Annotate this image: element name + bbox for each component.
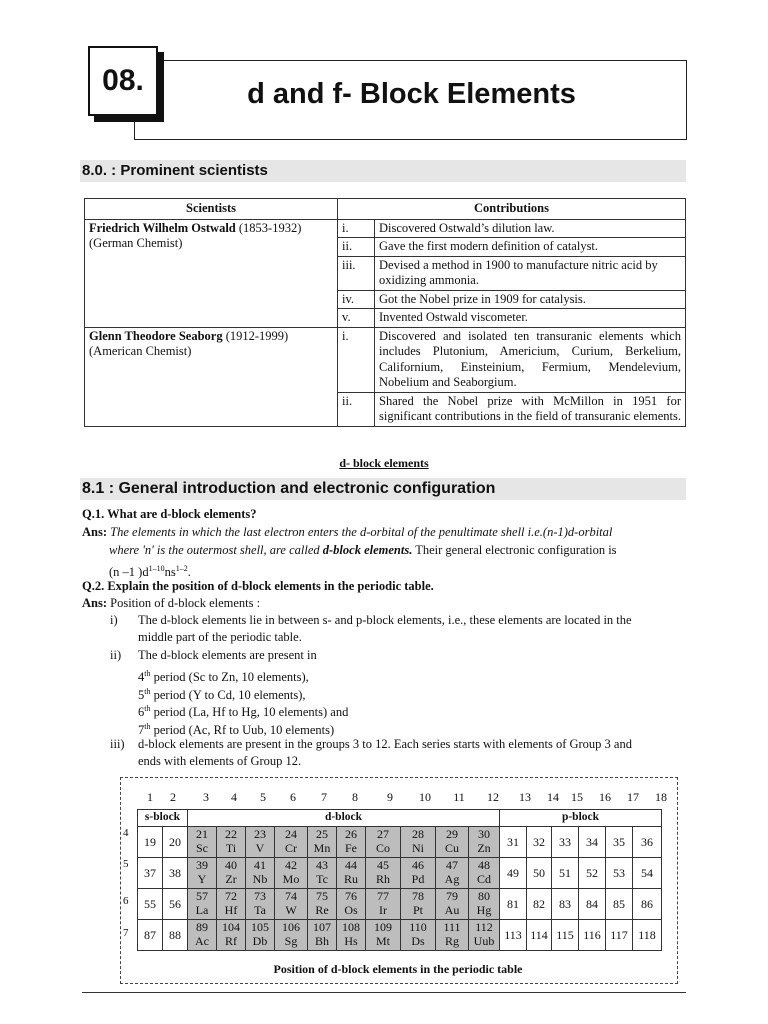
- d-element-cell: [308, 827, 337, 858]
- element-cell: 50: [527, 858, 552, 889]
- contribution-text: Discovered and isolated ten transuranic elements which includes Plutonium, Americium, Curium, Berkelium, Californium, Einsteinium, Fermium, Mendelevium, Nobelium and Seaborgium.: [375, 327, 686, 392]
- atomic-number: 42: [285, 858, 297, 872]
- element-symbol: Mn: [313, 841, 331, 855]
- element-symbol: Fe: [345, 841, 357, 855]
- atomic-number: 40: [225, 858, 237, 872]
- atomic-number: 25: [316, 827, 328, 841]
- element-symbol: Bh: [314, 934, 329, 948]
- atomic-number: 80: [478, 889, 490, 903]
- list-item-i-line-2: middle part of the periodic table.: [138, 630, 302, 644]
- period-line: 5th period (Y to Cd, 10 elements),: [138, 687, 306, 703]
- period-line: 7th period (Ac, Rf to Uub, 10 elements): [138, 722, 335, 738]
- element-symbol: Zr: [225, 872, 237, 886]
- element-cell: 84: [579, 889, 606, 920]
- group-number: 8: [352, 790, 358, 804]
- answer-2-intro: Ans: Position of d-block elements :: [82, 596, 261, 610]
- page-bottom-rule: [82, 992, 686, 993]
- periodic-table: [137, 809, 662, 951]
- d-element-cell: [246, 889, 275, 920]
- atomic-number: 106: [282, 920, 300, 934]
- element-cell: 33: [552, 827, 579, 858]
- element-cell: 31: [500, 827, 527, 858]
- element-cell: 37: [138, 858, 163, 889]
- d-element-cell: [469, 889, 500, 920]
- group-number: 10: [419, 790, 431, 804]
- periodic-table-caption: Position of d-block elements in the periodic table: [273, 962, 523, 976]
- group-number: 5: [260, 790, 266, 804]
- d-element-cell: [246, 858, 275, 889]
- element-cell: 81: [500, 889, 527, 920]
- period-label: 6: [123, 895, 129, 907]
- element-symbol: Os: [344, 903, 358, 917]
- d-element-cell: [436, 920, 469, 951]
- element-cell: 83: [552, 889, 579, 920]
- element-symbol: Ta: [254, 903, 266, 917]
- scientist-years: (1853-1932): [235, 220, 302, 235]
- scientist-name: Friedrich Wilhelm Ostwald: [89, 220, 236, 235]
- element-symbol: Ds: [411, 934, 425, 948]
- element-symbol: Rf: [225, 934, 237, 948]
- element-symbol: Pd: [411, 872, 425, 886]
- atomic-number: 107: [313, 920, 331, 934]
- element-cell: 52: [579, 858, 606, 889]
- element-symbol: Sg: [284, 934, 298, 948]
- d-element-cell: [366, 889, 401, 920]
- element-symbol: Pt: [412, 903, 423, 917]
- item-number: ii.: [338, 238, 375, 257]
- atomic-number: 78: [412, 889, 424, 903]
- p-block-label: p-block: [500, 810, 662, 827]
- scientist-name: Glenn Theodore Seaborg: [89, 328, 223, 343]
- group-number: 2: [170, 790, 176, 804]
- item-number: ii.: [338, 392, 375, 426]
- atomic-number: 23: [254, 827, 266, 841]
- question-1: Q.1. What are d-block elements?: [82, 507, 257, 521]
- period-label: 5: [123, 858, 129, 870]
- group-number: 11: [453, 790, 465, 804]
- d-element-cell: [469, 920, 500, 951]
- d-element-cell: [401, 858, 436, 889]
- atomic-number: 22: [225, 827, 237, 841]
- atomic-number: 105: [251, 920, 269, 934]
- d-element-cell: [188, 920, 217, 951]
- element-symbol: Hf: [224, 903, 238, 917]
- scientist-desc: (German Chemist): [89, 236, 183, 250]
- d-element-cell: [337, 920, 366, 951]
- atomic-number: 74: [285, 889, 297, 903]
- d-block-label: d-block: [188, 810, 500, 827]
- element-symbol: Co: [375, 841, 390, 855]
- d-element-cell: [217, 827, 246, 858]
- d-element-cell: [188, 858, 217, 889]
- atomic-number: 46: [412, 858, 424, 872]
- group-number: 7: [321, 790, 327, 804]
- group-number: 12: [487, 790, 499, 804]
- group-number: 18: [655, 790, 667, 804]
- item-number: iv.: [338, 290, 375, 309]
- group-number: 6: [290, 790, 296, 804]
- d-element-cell: [436, 889, 469, 920]
- d-element-cell: [188, 889, 217, 920]
- element-cell: 36: [633, 827, 662, 858]
- element-cell: 34: [579, 827, 606, 858]
- contribution-text: Devised a method in 1900 to manufacture nitric acid by oxidizing ammonia.: [375, 256, 686, 290]
- list-marker-i: i): [110, 613, 118, 627]
- d-element-cell: [401, 920, 436, 951]
- d-element-cell: [275, 889, 308, 920]
- chapter-header: [82, 58, 687, 140]
- atomic-number: 89: [196, 920, 208, 934]
- d-element-cell: [401, 827, 436, 858]
- element-cell: 49: [500, 858, 527, 889]
- element-symbol: Re: [315, 903, 329, 917]
- d-element-cell: [366, 858, 401, 889]
- element-symbol: Cr: [285, 841, 297, 855]
- section-heading-8-0: 8.0. : Prominent scientists: [80, 160, 686, 182]
- contribution-text: Shared the Nobel prize with McMillon in 1951 for significant contributions in the field of transuranic elements.: [375, 392, 686, 426]
- d-element-cell: [246, 920, 275, 951]
- atomic-number: 30: [478, 827, 490, 841]
- group-number: 4: [231, 790, 237, 804]
- group-number: 17: [627, 790, 639, 804]
- element-cell: 51: [552, 858, 579, 889]
- element-cell: 114: [527, 920, 552, 951]
- d-element-cell: [217, 889, 246, 920]
- scientist-years: (1912-1999): [222, 328, 289, 343]
- element-cell: 54: [633, 858, 662, 889]
- period-line: 4th period (Sc to Zn, 10 elements),: [138, 669, 309, 685]
- element-symbol: Au: [444, 903, 460, 917]
- contribution-text: Invented Ostwald viscometer.: [375, 309, 686, 328]
- element-symbol: Ti: [225, 841, 237, 855]
- answer-1-line-2: where 'n' is the outermost shell, are called d-block elements. Their general electronic configuration is: [109, 543, 617, 557]
- group-number: 16: [599, 790, 611, 804]
- element-symbol: Zn: [477, 841, 491, 855]
- d-element-cell: [308, 920, 337, 951]
- list-marker-ii: ii): [110, 648, 122, 662]
- atomic-number: 28: [412, 827, 424, 841]
- period-label: 4: [123, 827, 129, 839]
- d-element-cell: [188, 827, 217, 858]
- element-symbol: W: [285, 903, 297, 917]
- contribution-text: Gave the first modern definition of catalyst.: [375, 238, 686, 257]
- d-element-cell: [436, 858, 469, 889]
- item-number: i.: [338, 219, 375, 238]
- list-marker-iii: iii): [110, 737, 125, 751]
- d-element-cell: [469, 858, 500, 889]
- d-element-cell: [275, 827, 308, 858]
- d-element-cell: [275, 920, 308, 951]
- atomic-number: 24: [285, 827, 297, 841]
- element-symbol: Ag: [444, 872, 460, 886]
- element-symbol: Rg: [444, 934, 459, 948]
- element-symbol: Ac: [195, 934, 209, 948]
- atomic-number: 45: [377, 858, 389, 872]
- element-cell: 85: [606, 889, 633, 920]
- atomic-number: 110: [409, 920, 427, 934]
- element-cell: 35: [606, 827, 633, 858]
- element-cell: 38: [163, 858, 188, 889]
- list-item-ii-line-1: The d-block elements are present in: [138, 648, 317, 662]
- element-cell: 56: [163, 889, 188, 920]
- contribution-text: Discovered Ostwald’s dilution law.: [375, 219, 686, 238]
- element-cell: 32: [527, 827, 552, 858]
- atomic-number: 27: [377, 827, 389, 841]
- group-number: 13: [519, 790, 531, 804]
- list-item-iii-line-1: d-block elements are present in the groups 3 to 12. Each series starts with elements of Group 3 and: [138, 737, 632, 751]
- atomic-number: 75: [316, 889, 328, 903]
- element-symbol: Db: [252, 934, 268, 948]
- element-cell: 88: [163, 920, 188, 951]
- element-symbol: Y: [197, 872, 207, 886]
- element-cell: 20: [163, 827, 188, 858]
- atomic-number: 43: [316, 858, 328, 872]
- scientist-cell-ostwald: [85, 219, 338, 327]
- d-element-cell: [246, 827, 275, 858]
- atomic-number: 41: [254, 858, 266, 872]
- chapter-number: 08.: [88, 46, 158, 116]
- atomic-number: 72: [225, 889, 237, 903]
- chapter-title: d and f- Block Elements: [247, 78, 576, 110]
- d-element-cell: [469, 827, 500, 858]
- element-symbol: Ru: [343, 872, 358, 886]
- group-number: 15: [571, 790, 583, 804]
- element-symbol: Hg: [476, 903, 492, 917]
- scientist-cell-seaborg: [85, 327, 338, 426]
- d-element-cell: [308, 858, 337, 889]
- element-cell: 87: [138, 920, 163, 951]
- atomic-number: 73: [254, 889, 266, 903]
- d-element-cell: [366, 827, 401, 858]
- element-cell: 55: [138, 889, 163, 920]
- atomic-number: 77: [377, 889, 389, 903]
- d-element-cell: [308, 889, 337, 920]
- element-symbol: Hs: [344, 934, 358, 948]
- scientist-desc: (American Chemist): [89, 344, 192, 358]
- element-cell: 19: [138, 827, 163, 858]
- question-2: Q.2. Explain the position of d-block elements in the periodic table.: [82, 579, 434, 593]
- element-symbol: Mo: [282, 872, 300, 886]
- d-element-cell: [366, 920, 401, 951]
- contribution-text: Got the Nobel prize in 1909 for catalysis.: [375, 290, 686, 309]
- element-cell: 113: [500, 920, 527, 951]
- atomic-number: 79: [446, 889, 458, 903]
- element-cell: 53: [606, 858, 633, 889]
- d-element-cell: [436, 827, 469, 858]
- atomic-number: 108: [342, 920, 360, 934]
- element-symbol: Rh: [375, 872, 390, 886]
- atomic-number: 47: [446, 858, 458, 872]
- d-element-cell: [275, 858, 308, 889]
- list-item-iii-line-2: ends with elements of Group 12.: [138, 754, 302, 768]
- element-symbol: V: [255, 841, 265, 855]
- element-cell: 116: [579, 920, 606, 951]
- atomic-number: 111: [443, 920, 461, 934]
- group-number: 1: [147, 790, 153, 804]
- atomic-number: 76: [345, 889, 357, 903]
- atomic-number: 104: [222, 920, 240, 934]
- d-element-cell: [401, 889, 436, 920]
- atomic-number: 112: [475, 920, 493, 934]
- d-element-cell: [217, 858, 246, 889]
- d-element-cell: [337, 889, 366, 920]
- period-label: 7: [123, 927, 129, 939]
- atomic-number: 44: [345, 858, 357, 872]
- element-symbol: Ni: [412, 841, 424, 855]
- col-header-scientists: Scientists: [85, 199, 338, 220]
- atomic-number: 29: [446, 827, 458, 841]
- answer-1-config: (n –1 )$d^{1-10}ns^{1-2}$.: [109, 564, 191, 580]
- element-symbol: Nb: [252, 872, 268, 886]
- element-symbol: Uub: [473, 934, 495, 948]
- group-number: 3: [203, 790, 209, 804]
- answer-1-line-1: Ans: The elements in which the last electron enters the d-orbital of the penultimate shell i.e.(n-1)d-orbital: [82, 525, 613, 539]
- d-element-cell: [337, 858, 366, 889]
- atomic-number: 26: [345, 827, 357, 841]
- d-element-cell: [217, 920, 246, 951]
- element-symbol: Cu: [444, 841, 459, 855]
- scientists-table: [84, 198, 686, 427]
- col-header-contributions: Contributions: [338, 199, 686, 220]
- atomic-number: 57: [196, 889, 208, 903]
- item-number: i.: [338, 327, 375, 392]
- group-number: 9: [387, 790, 393, 804]
- element-symbol: Sc: [196, 841, 208, 855]
- dblock-heading: d- block elements: [339, 456, 429, 470]
- element-symbol: Ir: [379, 903, 387, 917]
- atomic-number: 48: [478, 858, 490, 872]
- element-symbol: Cd: [476, 872, 491, 886]
- d-element-cell: [337, 827, 366, 858]
- element-cell: 118: [633, 920, 662, 951]
- list-item-i-line-1: The d-block elements lie in between s- and p-block elements, i.e., these elements are located in the: [138, 613, 632, 627]
- element-symbol: La: [195, 903, 209, 917]
- group-number: 14: [547, 790, 559, 804]
- element-symbol: Tc: [316, 872, 328, 886]
- element-cell: 82: [527, 889, 552, 920]
- item-number: iii.: [338, 256, 375, 290]
- section-heading-8-1: 8.1 : General introduction and electronic configuration: [80, 478, 686, 500]
- period-line: 6th period (La, Hf to Hg, 10 elements) and: [138, 704, 349, 720]
- element-cell: 117: [606, 920, 633, 951]
- atomic-number: 21: [196, 827, 208, 841]
- atomic-number: 39: [196, 858, 208, 872]
- element-cell: 115: [552, 920, 579, 951]
- s-block-label: s-block: [138, 810, 188, 827]
- item-number: v.: [338, 309, 375, 328]
- element-cell: 86: [633, 889, 662, 920]
- atomic-number: 109: [374, 920, 392, 934]
- element-symbol: Mt: [375, 934, 390, 948]
